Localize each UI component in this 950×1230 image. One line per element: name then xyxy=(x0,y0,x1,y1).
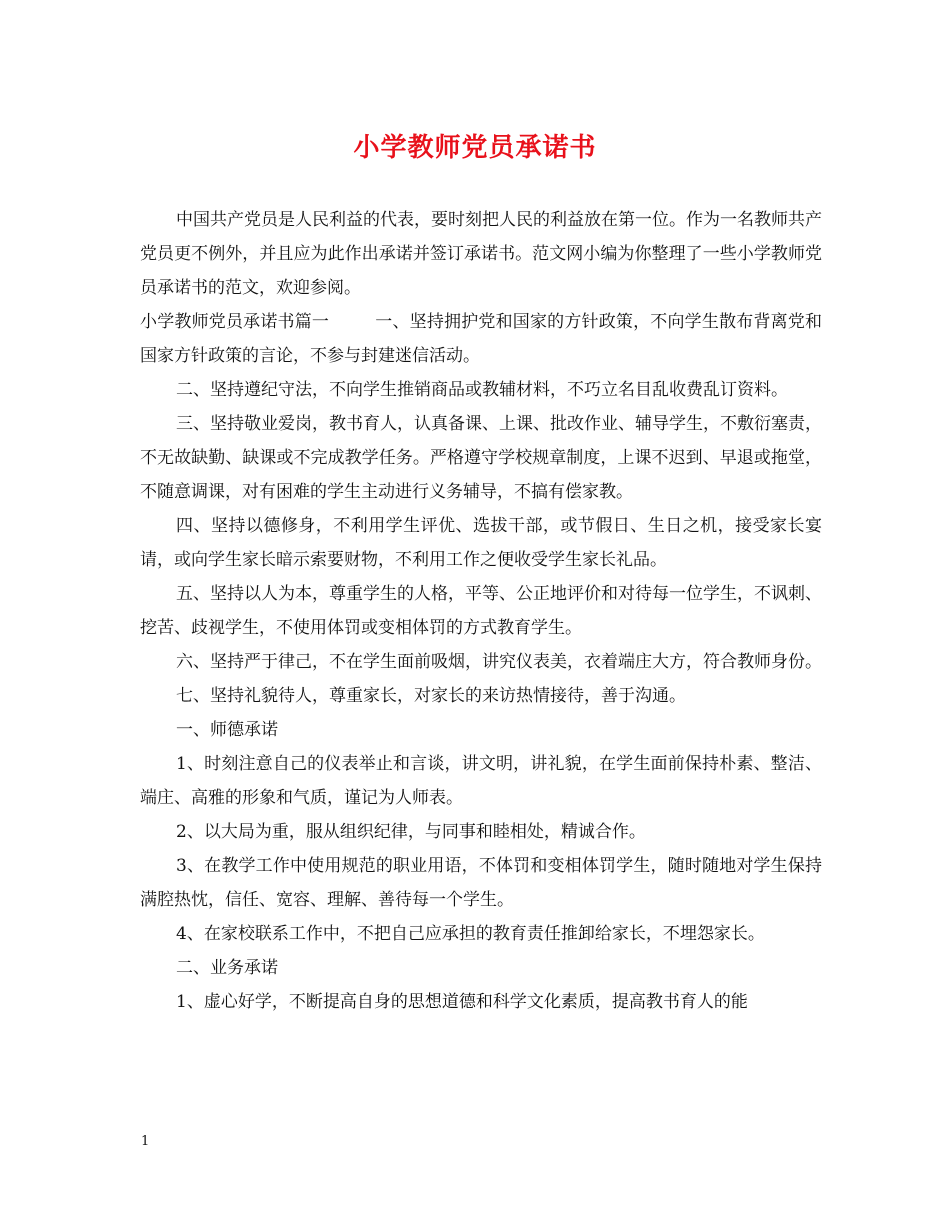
section-title: 小学教师党员承诺书篇一 xyxy=(140,312,330,332)
document-body xyxy=(140,203,822,1019)
business-item-1: 1、虚心好学，不断提高自身的思想道德和科学文化素质，提高教书育人的能 xyxy=(176,992,748,1012)
page-title: 小学教师党员承诺书 xyxy=(353,133,597,163)
intro-paragraph: 中国共产党员是人民利益的代表，要时刻把人民的利益放在第一位。作为一名教师共产党员更不例外，并且应为此作出承诺并签订承诺书。范文网小编为你整理了一些小学教师党员承诺书的范文，欢迎参阅。 xyxy=(140,210,822,298)
section-paragraph xyxy=(140,305,822,373)
paragraph-item-6: 六、坚持严于律己，不在学生面前吸烟，讲究仪表美，衣着端庄大方，符合教师身份。 xyxy=(176,652,822,672)
section-first-item: 一、坚持拥护党和国家的方针政策，不向学生散布背离党和国家方针政策的言论，不参与封建迷信活动。 xyxy=(140,312,823,366)
paragraph-item-5: 五、坚持以人为本，尊重学生的人格，平等、公正地评价和对待每一位学生，不讽刺、挖苦、歧视学生，不使用体罚或变相体罚的方式教育学生。 xyxy=(140,584,822,638)
ethics-item-4: 4、在家校联系工作中，不把自己应承担的教育责任推卸给家长，不埋怨家长。 xyxy=(176,924,765,944)
page-number: 1 xyxy=(141,1134,150,1149)
heading-business-commitment: 二、业务承诺 xyxy=(176,958,278,978)
paragraph-item-4: 四、坚持以德修身，不利用学生评优、选拔干部，或节假日、生日之机，接受家长宴请，或向学生家长暗示索要财物，不利用工作之便收受学生家长礼品。 xyxy=(140,516,822,570)
ethics-item-1: 1、时刻注意自己的仪表举止和言谈，讲文明，讲礼貌，在学生面前保持朴素、整洁、端庄、高雅的形象和气质，谨记为人师表。 xyxy=(140,754,822,808)
paragraph-item-3: 三、坚持敬业爱岗，教书育人，认真备课、上课、批改作业、辅导学生，不敷衍塞责，不无故缺勤、缺课或不完成教学任务。严格遵守学校规章制度，上课不迟到、早退或拖堂，不随意调课，对有困难的学生主动进行义务辅导，不搞有偿家教。 xyxy=(140,414,822,502)
paragraph-item-2: 二、坚持遵纪守法，不向学生推销商品或教辅材料，不巧立名目乱收费乱订资料。 xyxy=(176,380,788,400)
paragraph-item-7: 七、坚持礼貌待人，尊重家长，对家长的来访热情接待，善于沟通。 xyxy=(176,686,686,706)
ethics-item-2: 2、以大局为重，服从组织纪律，与同事和睦相处，精诚合作。 xyxy=(176,822,646,842)
heading-ethics-commitment: 一、师德承诺 xyxy=(176,720,278,740)
ethics-item-3: 3、在教学工作中使用规范的职业用语，不体罚和变相体罚学生，随时随地对学生保持满腔热忱，信任、宽容、理解、善待每一个学生。 xyxy=(140,856,822,910)
